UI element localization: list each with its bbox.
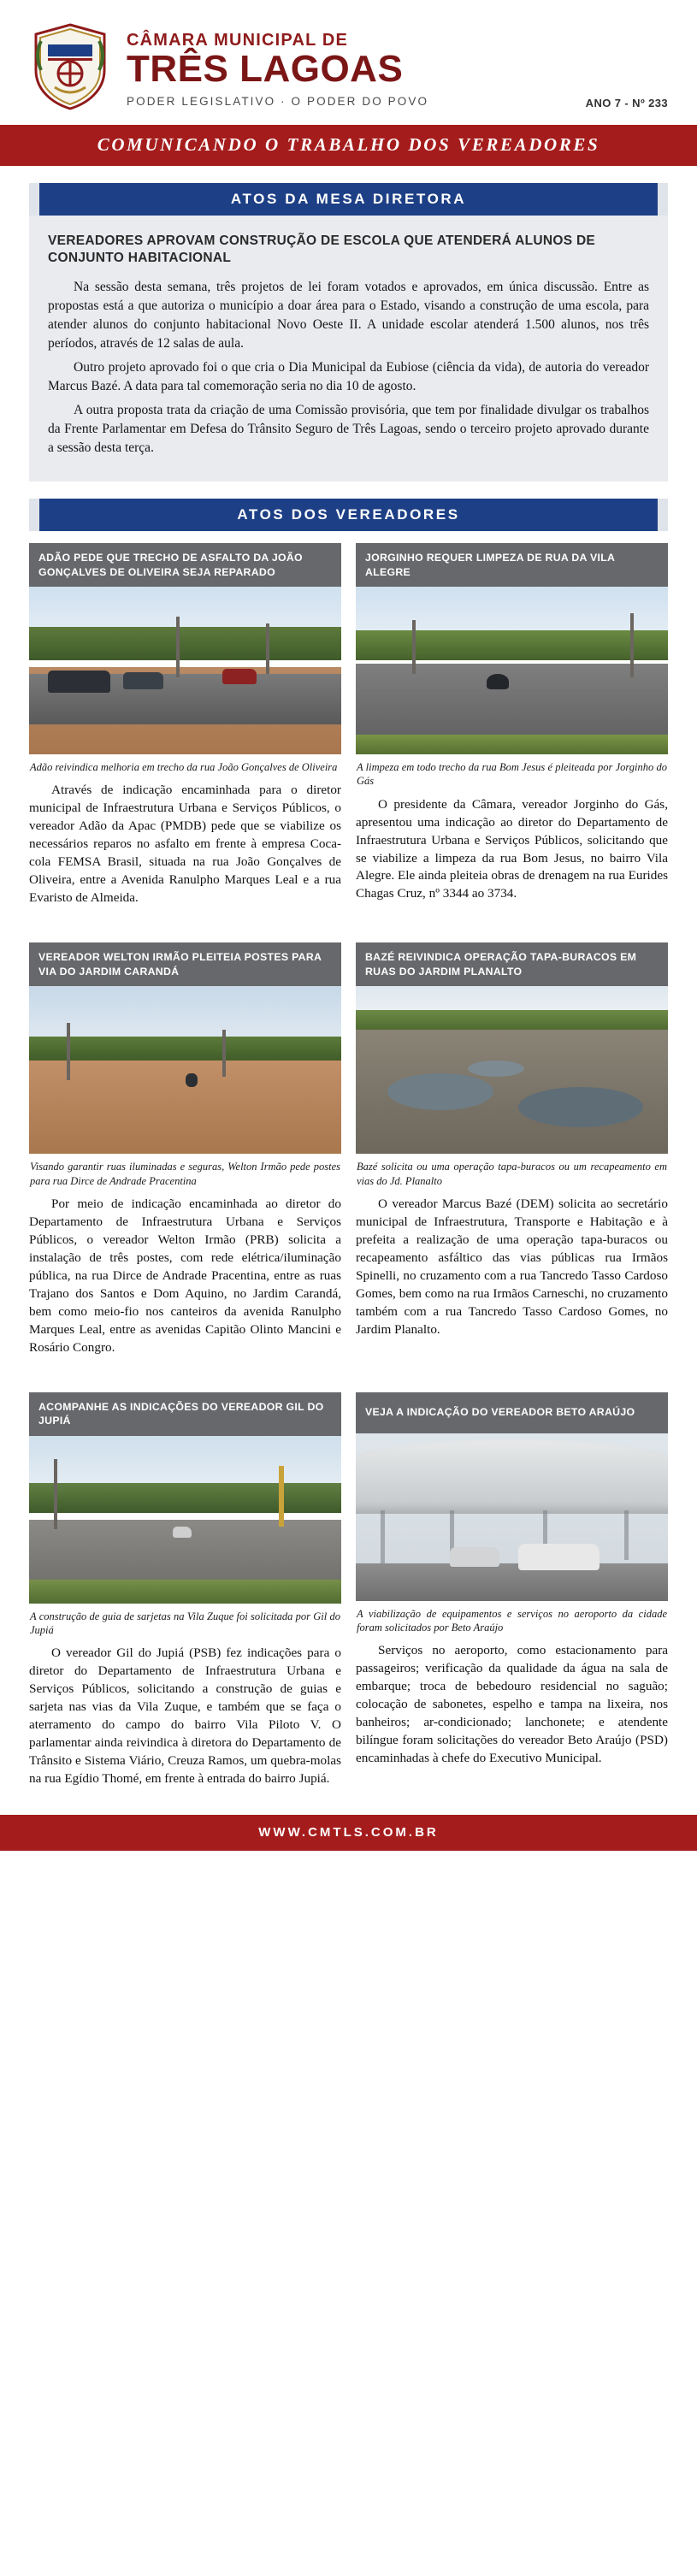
article-body [356,1196,668,1339]
masthead-line1: CÂMARA MUNICIPAL DE [127,31,349,50]
article-body [356,796,668,904]
article-paragraph: O presidente da Câmara, vereador Jorginho do Gás, apresentou uma indicação ao diretor do Departamento de Infraestrutura Urbana e Serviços Públicos, solicitando que se viabilize a limpeza da rua Bom Jesus, no bairro Vila Alegre. Ele ainda pleiteia obras de drenagem na rua Eurides Chagas Cruz, nº 3344 ao 3734. [356,796,668,901]
article-adao [29,543,341,912]
article-headline: VEREADOR WELTON IRMÃO PLEITEIA POSTES PARA VIA DO JARDIM CARANDÁ [29,942,341,986]
section-header-vereadores [29,499,668,531]
issue-number: ANO 7 - Nº 233 [585,97,668,109]
article-beto-araujo [356,1392,668,1793]
article-headline: ACOMPANHE AS INDICAÇÕES DO VEREADOR GIL DO JUPIÁ [29,1392,341,1436]
photo-aeroporto-tres-lagoas [356,1433,668,1601]
photo-caption: Visando garantir ruas iluminadas e seguras, Welton Irmão pede postes para rua Dirce de Andrade Pracentina [30,1161,340,1187]
photo-caption: Bazé solicita ou uma operação tapa-buracos ou um recapeamento em vias do Jd. Planalto [357,1161,667,1187]
photo-caption: A viabilização de equipamentos e serviços no aeroporto da cidade foram solicitados por Beto Araújo [357,1607,667,1634]
article-paragraph: Por meio de indicação encaminhada ao diretor do Departamento de Infraestrutura Urbana e Serviços Públicos, o vereador Welton Irmão (PRB) solicita a instalação de três postes, com rede elétrica/iluminação pública, na rua Dirce de Andrade Pracentina, entre as ruas Trajano dos Santos e Dom Aquino, no Jardim Carandá, bem como meio-fio nos canteiros da avenida Ranulpho Marques Leal, entre as avenidas Capitão Olinto Mancini e Rosário Congro. [29,1196,341,1355]
article-paragraph: O vereador Gil do Jupiá (PSB) fez indicações para o diretor do Departamento de Infraestrutura Urbana e Serviços Públicos, solicitando a construção de guias e sarjeta nas vias da Vila Zuque, e também que se faça o aterramento do campo do bairro Vila Piloto V. O parlamentar ainda reivindica à diretora do Departamento de Trânsito e Sistema Viário, Creuza Ramos, um quebra-molas na rua Egídio Thomé, em frente à entrada do bairro Jupiá. [29,1645,341,1786]
masthead-line2: TRÊS LAGOAS [127,48,404,91]
article-headline: JORGINHO REQUER LIMPEZA DE RUA DA VILA ALEGRE [356,543,668,587]
tagline-banner: COMUNICANDO O TRABALHO DOS VEREADORES [0,125,697,166]
photo-buracos-jardim-planalto [356,986,668,1154]
section-title: ATOS DOS VEREADORES [237,505,460,523]
lead-paragraph-1: Na sessão desta semana, três projetos de lei foram votados e aprovados, em única discussão. Entre as propostas está a que autoriza o município a doar área para o Estado, visando a construção de uma escola, para atender alunos do conjunto habitacional Novo Oeste II. A unidade escolar atenderá 1.500 alunos, nos três períodos, através de 12 salas de aula. [48,279,649,351]
lead-headline: VEREADORES APROVAM CONSTRUÇÃO DE ESCOLA QUE ATENDERÁ ALUNOS DE CONJUNTO HABITACIONAL [48,233,596,266]
photo-vila-zuque [29,1436,341,1604]
photo-caption: A construção de guia de sarjetas na Vila Zuque foi solicitada por Gil do Jupiá [30,1610,340,1636]
photo-rua-joao-goncalves-de-oliveira [29,587,341,754]
section-header-mesa-diretora [29,183,668,216]
photo-caption: A limpeza em todo trecho da rua Bom Jesus é pleiteada por Jorginho do Gás [357,761,667,788]
article-body [29,1645,341,1788]
article-jorginho [356,543,668,912]
section-title: ATOS DA MESA DIRETORA [230,191,467,207]
coat-of-arms-icon [29,22,111,111]
article-body [29,782,341,907]
lead-article [29,216,668,482]
photo-rua-bom-jesus [356,587,668,754]
article-gil-do-jupia [29,1392,341,1793]
photo-rua-dirce-de-andrade-pracentina [29,986,341,1154]
masthead-line3: PODER LEGISLATIVO · O PODER DO POVO [127,94,429,108]
photo-caption: Adão reivindica melhoria em trecho da rua João Gonçalves de Oliveira [30,761,338,774]
article-body [356,1642,668,1768]
lead-paragraph-3: A outra proposta trata da criação de uma Comissão provisória, que tem por finalidade divulgar os trabalhos da Frente Parlamentar em Defesa do Trânsito Seguro de Três Lagoas, sendo o terceiro projeto aprovado durante a sessão desta terça. [48,402,649,455]
news-row-3 [29,1392,668,1793]
article-paragraph: Serviços no aeroporto, como estacionamento para passageiros; verificação da qualidade da água na sala de embarque; troca de bebedouro residencial no saguão; colocação de sabonetes, espelho e tampa na lixeira, nos banheiros; ar-condicionado; lanchonete; e atendente bilíngue foram solicitações do vereador Beto Araújo (PSD) encaminhadas à chefe do Executivo Municipal. [356,1643,668,1765]
article-paragraph: Através de indicação encaminhada para o diretor municipal de Infraestrutura Urbana e Serviços Públicos, o vereador Adão da Apac (PMDB) pede que se viabilize os necessários reparos no asfalto em frente à empresa Coca-cola FEMSA Brasil, situada na rua João Gonçalves de Oliveira, entre a Avenida Ranulpho Marques Leal e a rua Evaristo de Almeida. [29,783,341,906]
article-paragraph: O vereador Marcus Bazé (DEM) solicita ao secretário municipal de Infraestrutura, Transporte e Habitação e à prefeita a realização de uma operação tapa-buracos ou recapeamento asfáltico das vias públicas rua Irmãos Spinelli, no cruzamento com a rua Tancredo Tasso Cardoso Gomes, bem como na rua Irmãos Carneschi, no cruzamento também com a rua Tancredo Tasso Cardoso Gomes, no Jardim Planalto. [356,1196,668,1337]
article-baze [356,942,668,1361]
footer-website[interactable]: WWW.CMTLS.COM.BR [0,1815,697,1851]
article-welton [29,942,341,1361]
content-area [0,183,697,1793]
masthead-text [127,26,668,108]
article-body [29,1196,341,1357]
article-headline: BAZÉ REIVINDICA OPERAÇÃO TAPA-BURACOS EM RUAS DO JARDIM PLANALTO [356,942,668,986]
news-row-1 [29,543,668,912]
article-headline: VEJA A INDICAÇÃO DO VEREADOR BETO ARAÚJO [356,1392,668,1433]
masthead [0,0,697,120]
news-row-2 [29,942,668,1361]
lead-paragraph-2: Outro projeto aprovado foi o que cria o Dia Municipal da Eubiose (ciência da vida), de autoria do vereador Marcus Bazé. A data para tal comemoração seria no dia 10 de agosto. [48,359,649,393]
article-headline: ADÃO PEDE QUE TRECHO DE ASFALTO DA JOÃO GONÇALVES DE OLIVEIRA SEJA REPARADO [29,543,341,587]
